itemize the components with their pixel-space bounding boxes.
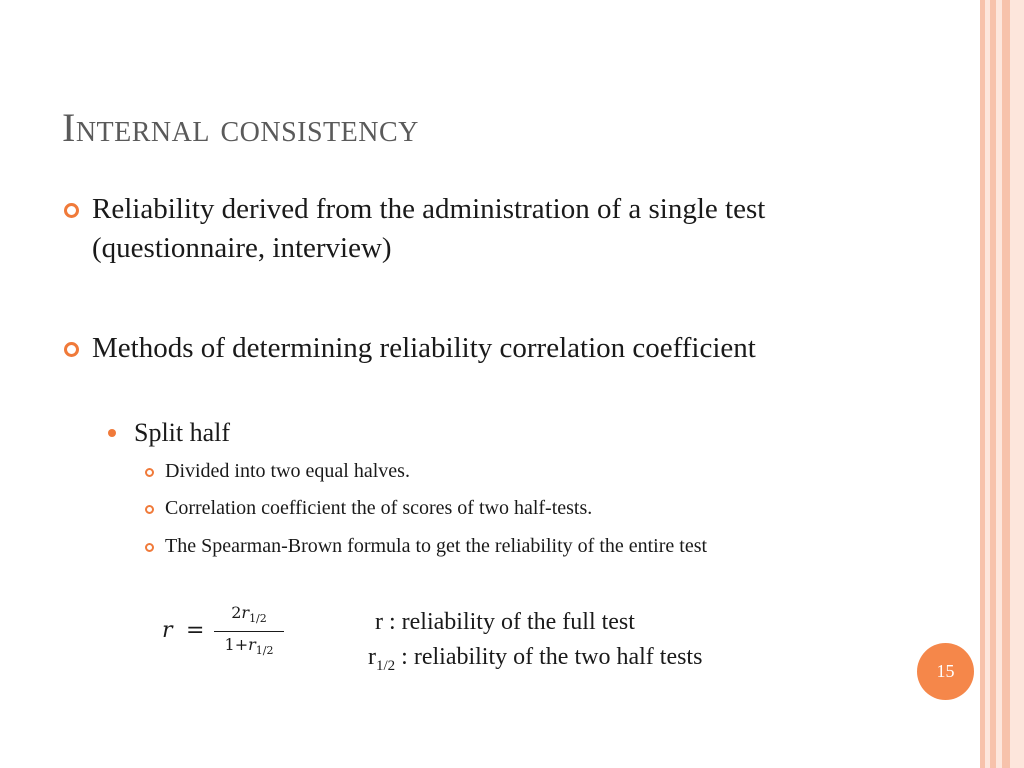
spearman-brown-formula <box>162 602 292 662</box>
bullet-reliability <box>64 190 944 268</box>
bullet-text: Methods of determining reliability correlation coefficient <box>92 332 756 364</box>
sub-sub-bullet-divided <box>145 457 945 486</box>
slide-title: Internal consistency <box>62 105 419 150</box>
sub-bullet-text: Split half <box>134 418 231 447</box>
formula-fraction <box>214 602 284 662</box>
legend-half-tests: $r_{1/2}$ : reliability of the two half tests <box>368 644 703 674</box>
formula-lhs: r <box>162 618 173 643</box>
formula-numerator: $2r_{1/2}$ <box>231 603 267 626</box>
page-number-badge: 15 <box>917 643 974 700</box>
dot-bullet-icon <box>108 429 116 437</box>
sub-sub-bullet-correlation <box>145 494 945 523</box>
formula-denominator: $1+r_{1/2}$ <box>224 635 274 658</box>
bullet-text: Reliability derived from the administration of a single test (questionnaire, interview) <box>92 193 766 264</box>
fraction-bar <box>214 631 284 632</box>
sub-sub-bullet-text: Divided into two equal halves. <box>165 460 410 482</box>
small-ring-bullet-icon <box>145 468 154 477</box>
sub-sub-bullet-text: The Spearman-Brown formula to get the reliability of the entire test <box>165 535 708 557</box>
sub-bullet-split-half <box>108 417 230 449</box>
decorative-side-stripes <box>976 0 1024 768</box>
formula-equals: = <box>186 618 205 643</box>
bullet-methods <box>64 329 944 368</box>
sub-sub-bullet-text: Correlation coefficient the of scores of two half-tests. <box>165 497 593 519</box>
small-ring-bullet-icon <box>145 543 154 552</box>
ring-bullet-icon <box>64 342 79 357</box>
legend-full-test: r : reliability of the full test <box>375 609 635 635</box>
ring-bullet-icon <box>64 203 79 218</box>
small-ring-bullet-icon <box>145 505 154 514</box>
sub-sub-bullet-spearman-brown <box>145 532 935 561</box>
